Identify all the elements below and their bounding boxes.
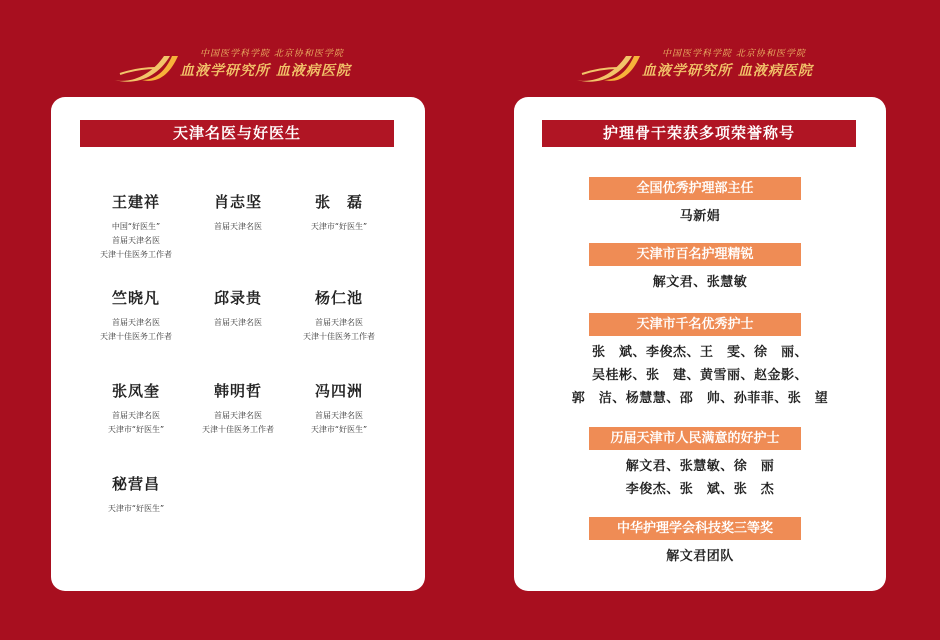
logo-line1: 中国医学科学院 北京协和医学院: [662, 49, 806, 59]
honor-section-title: 历届天津市人民满意的好护士: [589, 427, 801, 450]
doctor-item: [280, 191, 398, 234]
honor-name-line: 解文君、张慧敏、徐 丽: [625, 459, 775, 474]
logo-header-left: [112, 46, 382, 86]
doctor-note: 首届天津名医: [214, 222, 262, 231]
logo-line2: 血液学研究所 血液病医院: [642, 63, 813, 79]
doctor-note: 天津市“好医生”: [310, 425, 368, 434]
doctor-note: 天津十佳医务工作者: [303, 332, 375, 341]
honor-name-line: 马新娟: [679, 209, 721, 224]
doctor-note: 首届天津名医: [315, 318, 363, 327]
doctor-note: 天津市“好医生”: [310, 222, 368, 231]
doctor-notes: [77, 409, 195, 437]
doctor-note: 中国“好医生”: [111, 222, 161, 231]
doctor-name: 冯四洲: [314, 382, 363, 400]
doctor-name: 韩明哲: [213, 382, 262, 400]
doctor-name: 秘营昌: [111, 475, 160, 493]
nursing-honors-title: 护理骨干荣获多项荣誉称号: [542, 120, 856, 147]
doctor-name: 张 磊: [314, 193, 363, 211]
doctor-note: 首届天津名医: [214, 318, 262, 327]
honor-name-line: 李俊杰、张 斌、张 杰: [625, 482, 775, 497]
honor-name-line: 张 斌、李俊杰、王 雯、徐 丽、: [591, 345, 808, 360]
logo-swoosh-icon: [112, 50, 182, 84]
doctors-title: 天津名医与好医生: [80, 120, 394, 147]
honor-section-title: 中华护理学会科技奖三等奖: [589, 517, 801, 540]
doctor-notes: [280, 409, 398, 437]
doctor-item: [77, 473, 195, 516]
doctor-notes: [280, 316, 398, 344]
doctor-item: [77, 380, 195, 437]
doctor-name: 张凤奎: [111, 382, 160, 400]
logo-line2: 血液学研究所 血液病医院: [180, 63, 351, 79]
doctor-notes: [77, 220, 195, 262]
doctor-item: [280, 287, 398, 344]
honor-section-title: 天津市百名护理精锐: [589, 243, 801, 266]
doctor-note: 首届天津名医: [214, 411, 262, 420]
honor-section-names: [514, 341, 886, 410]
doctor-name: 肖志坚: [213, 193, 262, 211]
doctor-note: 天津十佳医务工作者: [100, 332, 172, 341]
nursing-honors-card: [514, 97, 886, 591]
honor-name-line: 吴桂彬、张 建、黄雪丽、赵金影、: [591, 368, 808, 383]
doctor-note: 首届天津名医: [112, 318, 160, 327]
doctor-note: 天津十佳医务工作者: [100, 250, 172, 259]
honor-section-names: [514, 271, 886, 294]
doctor-name: 杨仁池: [314, 289, 363, 307]
doctor-notes: [77, 316, 195, 344]
doctor-note: 首届天津名医: [315, 411, 363, 420]
doctor-note: 天津市“好医生”: [107, 504, 165, 513]
honor-name-line: 解文君团队: [666, 549, 734, 564]
doctor-item: [77, 191, 195, 262]
doctor-name: 邱录贵: [213, 289, 262, 307]
logo-swoosh-icon: [574, 50, 644, 84]
honor-section-title: 全国优秀护理部主任: [589, 177, 801, 200]
honor-section-names: [514, 545, 886, 568]
doctor-name: 王建祥: [111, 193, 160, 211]
doctor-note: 天津市“好医生”: [107, 425, 165, 434]
doctor-name: 竺晓凡: [111, 289, 160, 307]
doctor-note: 天津十佳医务工作者: [202, 425, 274, 434]
doctor-note: 首届天津名医: [112, 411, 160, 420]
doctor-notes: [77, 502, 195, 516]
doctor-item: [280, 380, 398, 437]
honor-section-title: 天津市千名优秀护士: [589, 313, 801, 336]
honor-name-line: 郭 洁、杨慧慧、邵 帅、孙菲菲、张 望: [571, 391, 829, 406]
logo-header-right: [574, 46, 844, 86]
honor-name-line: 解文君、张慧敏: [652, 275, 748, 290]
honor-section-names: [514, 205, 886, 228]
doctor-notes: [280, 220, 398, 234]
doctors-card: [51, 97, 425, 591]
honor-section-names: [514, 455, 886, 501]
doctor-note: 首届天津名医: [112, 236, 160, 245]
doctor-item: [77, 287, 195, 344]
logo-line1: 中国医学科学院 北京协和医学院: [200, 49, 344, 59]
